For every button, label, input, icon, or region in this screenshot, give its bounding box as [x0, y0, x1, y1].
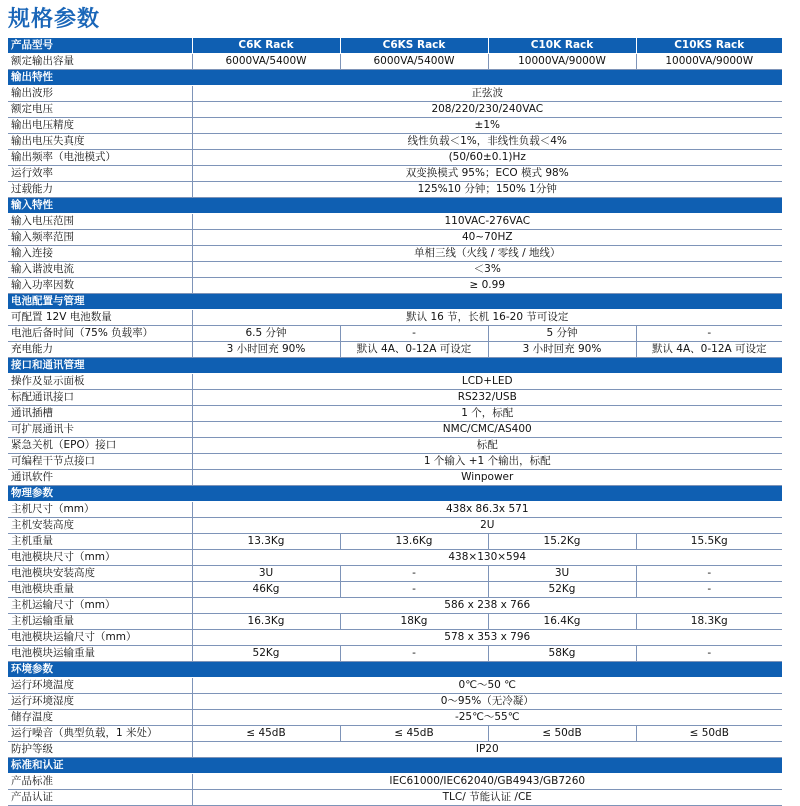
table-row: [8, 566, 782, 582]
spec-value: -: [340, 326, 488, 342]
spec-label: 输入谐波电流: [8, 262, 192, 278]
table-row: [8, 118, 782, 134]
spec-value: NMC/CMC/AS400: [192, 422, 782, 438]
spec-value: -: [340, 646, 488, 662]
spec-value: Winpower: [192, 470, 782, 486]
spec-label: 产品认证: [8, 790, 192, 806]
table-row: [8, 374, 782, 390]
spec-label: 运行环境温度: [8, 678, 192, 694]
spec-value: 438x 86.3x 571: [192, 502, 782, 518]
spec-label: 主机安装高度: [8, 518, 192, 534]
table-row: [8, 246, 782, 262]
spec-value: 3 小时回充 90%: [488, 342, 636, 358]
spec-value: -: [636, 326, 782, 342]
spec-label: 紧急关机（EPO）接口: [8, 438, 192, 454]
table-row: [8, 630, 782, 646]
spec-value: ≥ 0.99: [192, 278, 782, 294]
spec-value: -25℃～55℃: [192, 710, 782, 726]
spec-label: 输出电压失真度: [8, 134, 192, 150]
table-row: [8, 726, 782, 742]
table-row: [8, 390, 782, 406]
table-row: [8, 470, 782, 486]
spec-label: 电池模块安装高度: [8, 566, 192, 582]
table-row: [8, 598, 782, 614]
spec-value: 10000VA/9000W: [488, 54, 636, 70]
spec-label: 输入功率因数: [8, 278, 192, 294]
spec-label: 主机尺寸（mm）: [8, 502, 192, 518]
spec-label: 过载能力: [8, 182, 192, 198]
table-row: [8, 790, 782, 806]
table-row: [8, 102, 782, 118]
table-row: [8, 678, 782, 694]
spec-label: 可编程干节点接口: [8, 454, 192, 470]
table-row: [8, 774, 782, 790]
spec-value: 3U: [488, 566, 636, 582]
spec-label: 标配通讯接口: [8, 390, 192, 406]
section-header-row: [8, 758, 782, 774]
model-name: C6K Rack: [192, 38, 340, 54]
spec-label: 充电能力: [8, 342, 192, 358]
section-title: 电池配置与管理: [8, 294, 782, 310]
table-row: [8, 438, 782, 454]
table-row: [8, 406, 782, 422]
spec-value: -: [340, 582, 488, 598]
spec-value: TLC/ 节能认证 /CE: [192, 790, 782, 806]
model-header-row: [8, 38, 782, 54]
section-title: 环境参数: [8, 662, 782, 678]
spec-label: 输出频率（电池模式）: [8, 150, 192, 166]
spec-value: 10000VA/9000W: [636, 54, 782, 70]
table-row: [8, 582, 782, 598]
model-name: C10KS Rack: [636, 38, 782, 54]
spec-value: -: [636, 646, 782, 662]
spec-value: -: [340, 566, 488, 582]
spec-value: 1 个输入 +1 个输出，标配: [192, 454, 782, 470]
spec-label: 运行环境湿度: [8, 694, 192, 710]
spec-value: 默认 4A、0-12A 可设定: [340, 342, 488, 358]
table-row: [8, 454, 782, 470]
spec-label: 电池模块尺寸（mm）: [8, 550, 192, 566]
spec-value: 110VAC-276VAC: [192, 214, 782, 230]
spec-value: ≤ 45dB: [340, 726, 488, 742]
spec-value: 1 个，标配: [192, 406, 782, 422]
table-row: [8, 550, 782, 566]
spec-value: 6000VA/5400W: [340, 54, 488, 70]
spec-value: LCD+LED: [192, 374, 782, 390]
spec-value: 586 x 238 x 766: [192, 598, 782, 614]
spec-value: 13.3Kg: [192, 534, 340, 550]
section-header-row: [8, 70, 782, 86]
spec-value: 58Kg: [488, 646, 636, 662]
spec-label: 输出电压精度: [8, 118, 192, 134]
spec-label: 输入电压范围: [8, 214, 192, 230]
table-row: [8, 646, 782, 662]
table-row: [8, 310, 782, 326]
spec-value: 3U: [192, 566, 340, 582]
spec-value: 5 分钟: [488, 326, 636, 342]
spec-value: 默认 16 节，长机 16-20 节可设定: [192, 310, 782, 326]
spec-label: 电池模块运输重量: [8, 646, 192, 662]
spec-value: ≤ 45dB: [192, 726, 340, 742]
spec-label: 输入连接: [8, 246, 192, 262]
spec-value: RS232/USB: [192, 390, 782, 406]
section-header-row: [8, 198, 782, 214]
spec-value: 0～95%（无冷凝）: [192, 694, 782, 710]
spec-value: 15.2Kg: [488, 534, 636, 550]
spec-value: 线性负载＜1%，非线性负载＜4%: [192, 134, 782, 150]
spec-label: 主机运输尺寸（mm）: [8, 598, 192, 614]
table-row: [8, 326, 782, 342]
spec-value: 125%10 分钟；150% 1分钟: [192, 182, 782, 198]
table-row: [8, 710, 782, 726]
table-row: [8, 534, 782, 550]
spec-value: 578 x 353 x 796: [192, 630, 782, 646]
table-row: [8, 166, 782, 182]
table-row: [8, 422, 782, 438]
spec-value: IEC61000/IEC62040/GB4943/GB7260: [192, 774, 782, 790]
spec-value: 46Kg: [192, 582, 340, 598]
spec-value: 标配: [192, 438, 782, 454]
table-row: [8, 86, 782, 102]
spec-value: 438×130×594: [192, 550, 782, 566]
table-row: [8, 134, 782, 150]
spec-value: ±1%: [192, 118, 782, 134]
spec-value: 6.5 分钟: [192, 326, 340, 342]
table-row: [8, 182, 782, 198]
spec-value: 正弦波: [192, 86, 782, 102]
spec-label: 主机运输重量: [8, 614, 192, 630]
spec-label: 主机重量: [8, 534, 192, 550]
section-title: 标准和认证: [8, 758, 782, 774]
section-title: 物理参数: [8, 486, 782, 502]
table-row: [8, 518, 782, 534]
spec-label: 防护等级: [8, 742, 192, 758]
spec-value: -: [636, 566, 782, 582]
page-title: 规格参数: [8, 7, 101, 32]
spec-value: 13.6Kg: [340, 534, 488, 550]
table-row: [8, 214, 782, 230]
table-row: [8, 342, 782, 358]
spec-value: 15.5Kg: [636, 534, 782, 550]
spec-label: 输出波形: [8, 86, 192, 102]
spec-value: ≤ 50dB: [636, 726, 782, 742]
spec-value: 双变换模式 95%；ECO 模式 98%: [192, 166, 782, 182]
spec-label: 额定输出容量: [8, 54, 192, 70]
spec-value: ＜3%: [192, 262, 782, 278]
spec-value: 40~70HZ: [192, 230, 782, 246]
spec-label: 可配置 12V 电池数量: [8, 310, 192, 326]
spec-label: 可扩展通讯卡: [8, 422, 192, 438]
spec-value: 2U: [192, 518, 782, 534]
spec-table: [8, 38, 782, 806]
section-header-row: [8, 486, 782, 502]
spec-value: 16.3Kg: [192, 614, 340, 630]
table-row: [8, 694, 782, 710]
model-name: C6KS Rack: [340, 38, 488, 54]
spec-label: 运行效率: [8, 166, 192, 182]
spec-value: 18.3Kg: [636, 614, 782, 630]
spec-label: 储存温度: [8, 710, 192, 726]
spec-value: (50/60±0.1)Hz: [192, 150, 782, 166]
model-header-label: 产品型号: [8, 38, 192, 54]
table-row: [8, 742, 782, 758]
table-row: [8, 230, 782, 246]
section-header-row: [8, 662, 782, 678]
spec-label: 通讯插槽: [8, 406, 192, 422]
section-title: 输入特性: [8, 198, 782, 214]
section-header-row: [8, 358, 782, 374]
spec-value: -: [636, 582, 782, 598]
spec-label: 通讯软件: [8, 470, 192, 486]
section-title: 接口和通讯管理: [8, 358, 782, 374]
spec-label: 电池模块运输尺寸（mm）: [8, 630, 192, 646]
spec-label: 电池模块重量: [8, 582, 192, 598]
model-name: C10K Rack: [488, 38, 636, 54]
spec-value: IP20: [192, 742, 782, 758]
table-row: [8, 614, 782, 630]
section-title: 输出特性: [8, 70, 782, 86]
table-row: [8, 502, 782, 518]
spec-value: 6000VA/5400W: [192, 54, 340, 70]
table-row: [8, 54, 782, 70]
spec-label: 额定电压: [8, 102, 192, 118]
spec-label: 产品标准: [8, 774, 192, 790]
spec-value: 单相三线（火线 / 零线 / 地线）: [192, 246, 782, 262]
spec-label: 运行噪音（典型负载，1 米处）: [8, 726, 192, 742]
spec-label: 操作及显示面板: [8, 374, 192, 390]
spec-value: 52Kg: [192, 646, 340, 662]
spec-value: 208/220/230/240VAC: [192, 102, 782, 118]
table-row: [8, 262, 782, 278]
spec-value: 3 小时回充 90%: [192, 342, 340, 358]
spec-label: 电池后备时间（75% 负载率）: [8, 326, 192, 342]
section-header-row: [8, 294, 782, 310]
spec-value: 0℃～50 ℃: [192, 678, 782, 694]
spec-value: 16.4Kg: [488, 614, 636, 630]
spec-value: 默认 4A、0-12A 可设定: [636, 342, 782, 358]
spec-value: 52Kg: [488, 582, 636, 598]
spec-value: 18Kg: [340, 614, 488, 630]
spec-value: ≤ 50dB: [488, 726, 636, 742]
spec-label: 输入频率范围: [8, 230, 192, 246]
table-row: [8, 278, 782, 294]
table-row: [8, 150, 782, 166]
